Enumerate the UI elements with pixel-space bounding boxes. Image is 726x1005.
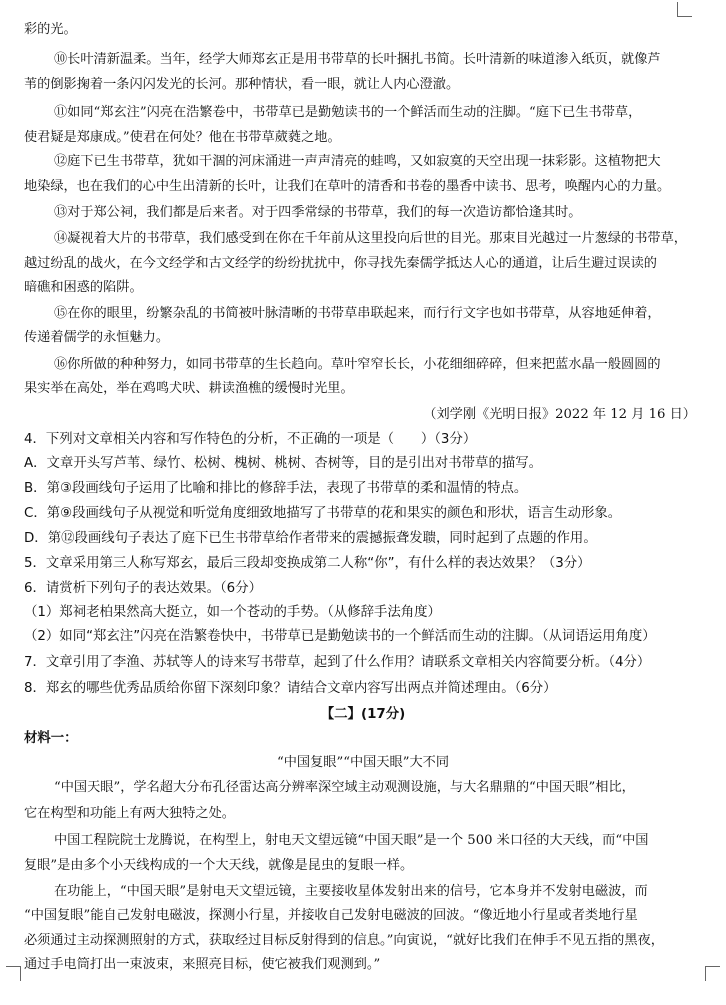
passage-line: ⑮在你的眼里，纷繁杂乱的书简被叶脉清晰的书带草串联起来，而行行文字也如书带草，从容地延伸着， xyxy=(54,306,661,321)
option-d: D．第⑫段画线句子表达了庭下已生书带草给作者带来的震撼振聋发聩，同时起到了点题的作用。 xyxy=(24,531,597,546)
question-5: 5．文章采用第三人称写郑玄，最后三段却变换成第二人称“你”，有什么样的表达效果？（3分） xyxy=(24,556,591,571)
material-label: 材料一： xyxy=(24,731,78,746)
passage-line: 暗礁和困惑的陷阱。 xyxy=(24,280,143,295)
passage-line: 果实举在高处，举在鸡鸣犬吠、耕读渔樵的缓慢时光里。 xyxy=(24,381,354,396)
article-line: 复眼”是由多个小天线构成的一个大天线，就像是昆虫的复眼一样。 xyxy=(24,858,414,873)
source-citation: （刘学刚《光明日报》2022 年 12 月 16 日） xyxy=(423,407,696,422)
article-line: “中国天眼”，学名超大分布孔径雷达高分辨率深空域主动观测设施，与大名鼎鼎的“中国天眼”相比， xyxy=(54,780,635,795)
question-6: 6．请赏析下列句子的表达效果。（6分） xyxy=(24,581,262,596)
article-line: 中国工程院院士龙腾说，在构型上，射电天文望远镜“中国天眼”是一个 500 米口径的大天线，而“中国 xyxy=(54,833,649,848)
passage-line: ⑬对于郑公祠，我们都是后来者。对于四季常绿的书带草，我们的每一次造访都恰逢其时。 xyxy=(54,205,582,220)
question-8: 8．郑玄的哪些优秀品质给你留下深刻印象？请结合文章内容写出两点并简述理由。（6分） xyxy=(24,681,557,696)
passage-line: 使君疑是郑康成。”使君在何处？他在书带草葳蕤之地。 xyxy=(24,130,341,145)
article-line: 必须通过主动探测照射的方式，获取经过目标反射得到的信息。”向寅说，“就好比我们在伸手不见五指的黑夜， xyxy=(24,933,664,948)
passage-line: 地染绿，也在我们的心中生出清新的长叶，让我们在草叶的清香和书卷的墨香中读书、思考，唤醒内心的力量。 xyxy=(24,179,671,194)
option-c: C．第⑨段画线句子从视觉和听觉角度细致地描写了书带草的花和果实的颜色和形状，语言生动形象。 xyxy=(24,506,622,521)
article-line: 通过手电筒打出一束波束，来照亮目标，使它被我们观测到。” xyxy=(24,957,381,972)
passage-line: ⑩长叶清新温柔。当年，经学大师郑玄正是用书带草的长叶捆扎书简。长叶清新的味道渗入纸页，就像芦 xyxy=(54,52,661,67)
option-b: B．第③段画线句子运用了比喻和排比的修辞手法，表现了书带草的柔和温情的特点。 xyxy=(24,481,528,496)
article-line: 它在构型和功能上有两大独特之处。 xyxy=(24,806,235,821)
article-line: 在功能上，“中国天眼”是射电天文望远镜，主要接收星体发射出来的信号，它本身并不发射电磁波，而 xyxy=(54,884,648,899)
passage-line: ⑯你所做的种种努力，如同书带草的生长趋向。草叶窄窄长长，小花细细碎碎，但来把蓝水晶一般圆圆的 xyxy=(54,357,661,372)
article-line: “中国复眼”能自己发射电磁波，探测小行星，并接收自己发射电磁波的回波。“像近地小行星或者类地行星 xyxy=(24,908,638,923)
passage-line: 越过纷乱的战火，在今文经学和古文经学的纷纷扰扰中，你寻找先秦儒学抵达人心的通道，让后生避过误读的 xyxy=(24,256,657,271)
section-header: 【二】(17分) xyxy=(320,707,406,722)
passage-line: 彩的光。 xyxy=(24,22,77,37)
option-a: A．文章开头写芦苇、绿竹、松树、槐树、桃树、杏树等，目的是引出对书带草的描写。 xyxy=(24,456,543,471)
question-6-1: （1）郑祠老柏果然高大挺立，如一个苍动的手势。（从修辞手法角度） xyxy=(24,605,441,620)
crop-mark-bottom-right xyxy=(705,966,720,981)
passage-line: ⑫庭下已生书带草，犹如干涸的河床涌进一声声清亮的蛙鸣，又如寂寞的天空出现一抹彩影。这植物把大 xyxy=(54,154,661,169)
question-7: 7．文章引用了李渔、苏轼等人的诗来写书带草，起到了什么作用？请联系文章相关内容简要分析。（4分） xyxy=(24,655,651,670)
article-title: “中国复眼”“中国天眼”大不同 xyxy=(276,755,450,770)
passage-line: 传递着儒学的永恒魅力。 xyxy=(24,330,170,345)
question-4: 4．下列对文章相关内容和写作特色的分析，不正确的一项是（ ）（3分） xyxy=(24,432,477,447)
crop-mark-top-right xyxy=(677,2,692,17)
passage-line: ⑪如同“郑玄注”闪亮在浩繁卷中，书带草已是勤勉读书的一个鲜活而生动的注脚。“庭下已生书带草， xyxy=(54,105,642,120)
passage-line: ⑭凝视着大片的书带草，我们感受到在你在千年前从这里投向后世的目光。那束目光越过一片葱绿的书带草， xyxy=(54,231,687,246)
crop-mark-bottom-left xyxy=(6,966,21,981)
question-6-2: （2）如同“郑玄注”闪亮在浩繁卷快中，书带草已是勤勉读书的一个鲜活而生动的注脚。（从词语运用角度） xyxy=(24,629,656,644)
passage-line: 苇的倒影掬着一条闪闪发光的长河。那种情状，看一眼，就让人内心澄澈。 xyxy=(24,77,460,92)
